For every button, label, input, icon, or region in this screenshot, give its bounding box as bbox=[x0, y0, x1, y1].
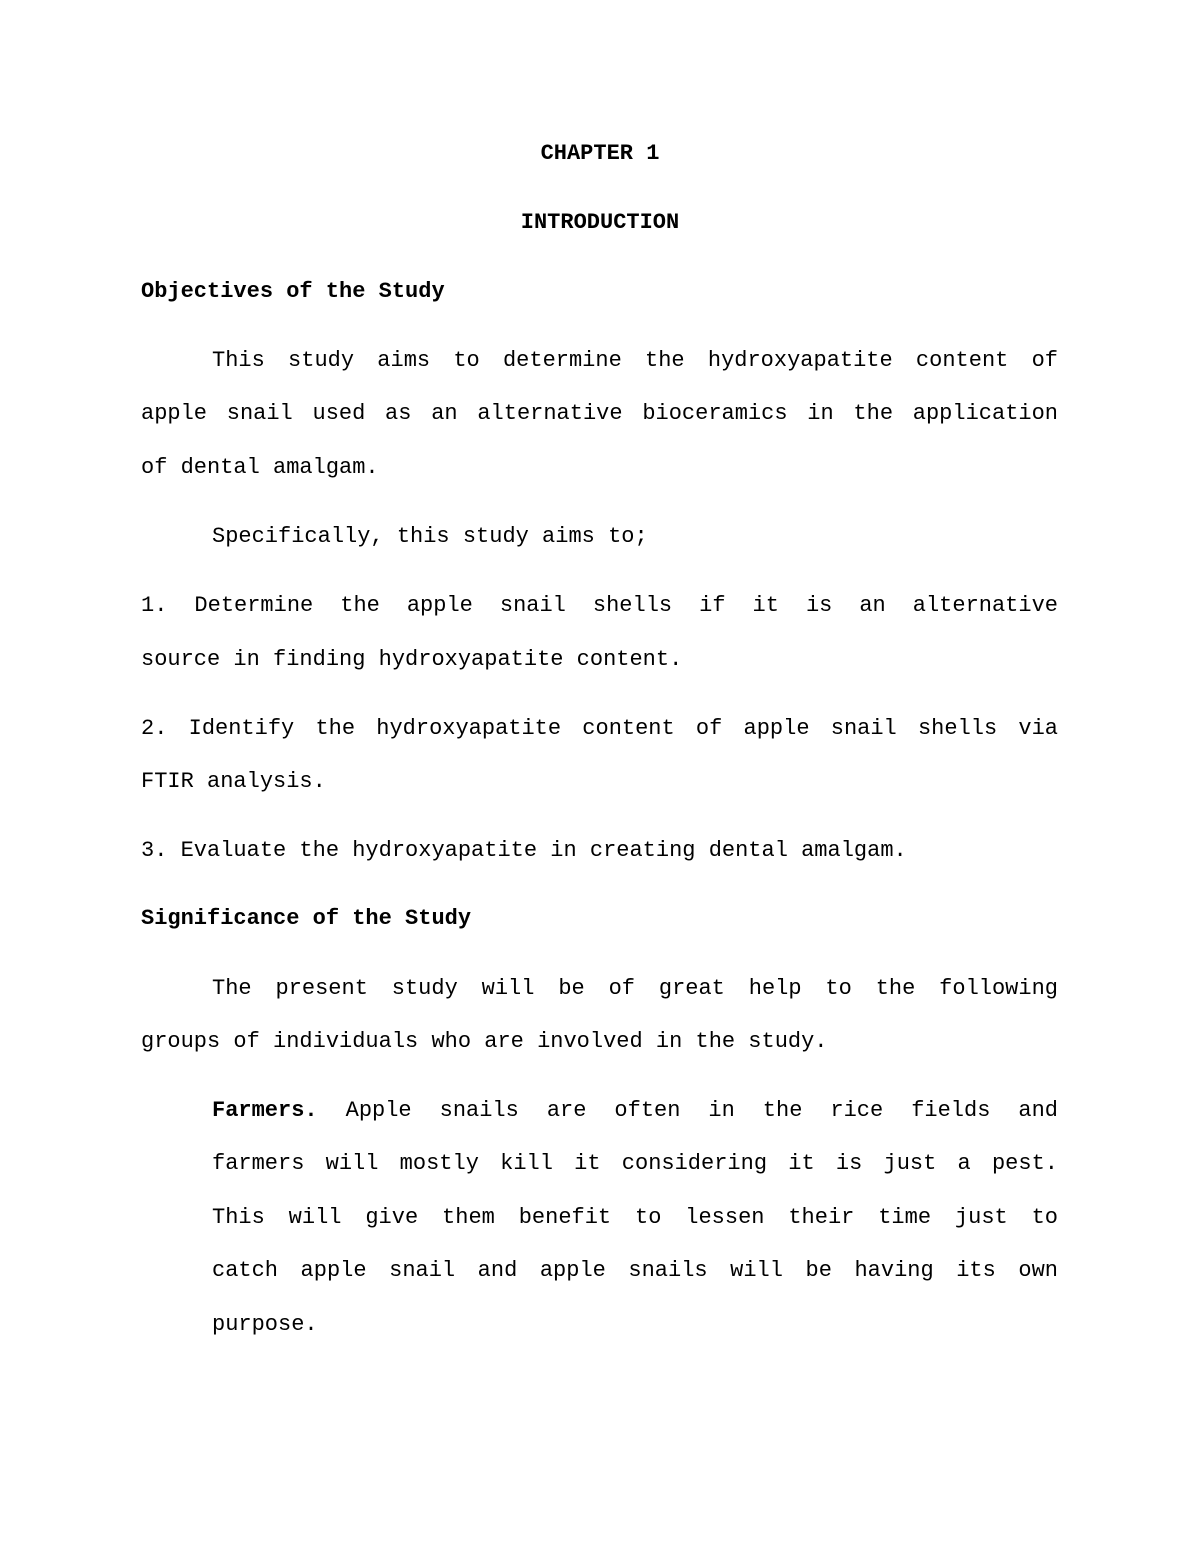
objective-item-1-line-2: source in finding hydroxyapatite content. bbox=[141, 647, 683, 672]
farmers-line-3: This will give them benefit to lessen their time just to bbox=[212, 1205, 1058, 1230]
farmers-line-1 bbox=[212, 1098, 1058, 1124]
objectives-heading: Objectives of the Study bbox=[141, 279, 445, 304]
objectives-para-line-2: apple snail used as an alternative bioceramics in the application bbox=[141, 401, 1058, 426]
farmers-line-2: farmers will mostly kill it considering it is just a pest. bbox=[212, 1151, 1058, 1176]
objectives-para-line-1: This study aims to determine the hydroxyapatite content of bbox=[212, 348, 1058, 373]
chapter-title: INTRODUCTION bbox=[520, 210, 680, 235]
significance-para-line-1: The present study will be of great help to the following bbox=[212, 976, 1058, 1001]
objective-item-3: 3. Evaluate the hydroxyapatite in creating dental amalgam. bbox=[141, 838, 907, 863]
significance-heading: Significance of the Study bbox=[141, 906, 472, 931]
objective-item-2-line-2: FTIR analysis. bbox=[141, 769, 326, 794]
objective-item-1-line-1: 1. Determine the apple snail shells if it is an alternative bbox=[141, 593, 1058, 618]
farmers-term: Farmers. bbox=[212, 1098, 318, 1123]
farmers-line-1-text: Apple snails are often in the rice fields and bbox=[345, 1098, 1058, 1123]
specifically-line: Specifically, this study aims to; bbox=[212, 524, 648, 549]
chapter-label: CHAPTER 1 bbox=[540, 141, 660, 166]
farmers-line-5: purpose. bbox=[212, 1312, 318, 1337]
significance-para-line-2: groups of individuals who are involved in the study. bbox=[141, 1029, 828, 1054]
objective-item-2-line-1: 2. Identify the hydroxyapatite content of apple snail shells via bbox=[141, 716, 1058, 741]
farmers-line-4: catch apple snail and apple snails will be having its own bbox=[212, 1258, 1058, 1283]
objectives-para-line-3: of dental amalgam. bbox=[141, 455, 379, 480]
